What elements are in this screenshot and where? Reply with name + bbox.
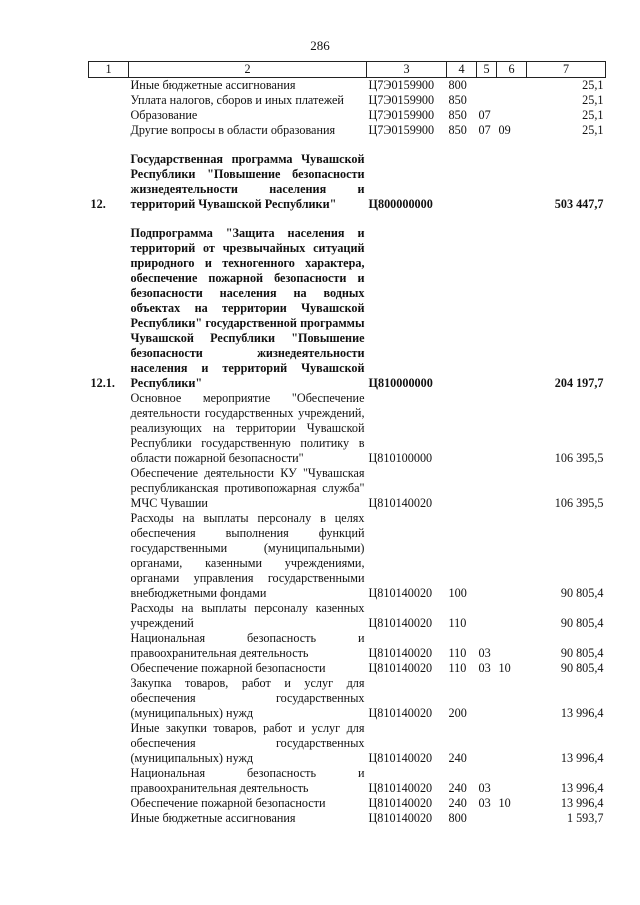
cell-c5: 03 [478, 796, 491, 810]
cell-c4: 850 [448, 108, 467, 122]
cell-c6 [497, 93, 527, 108]
cell-c7: 13 996,4 [560, 781, 604, 795]
cell-code: Ц810140020 [368, 796, 433, 810]
spacer-row [89, 138, 606, 152]
table-row [89, 811, 606, 826]
cell-c6: 10 [498, 661, 511, 675]
cell-num [89, 766, 129, 796]
cell-num [89, 123, 129, 138]
table-row [89, 108, 606, 123]
cell-c6 [497, 766, 527, 796]
cell-name: Национальная безопасность и правоохранительная деятельность [130, 631, 365, 660]
cell-c6 [497, 466, 527, 511]
header-col-7: 7 [527, 62, 606, 78]
cell-c4: 110 [448, 616, 467, 630]
header-col-2: 2 [129, 62, 367, 78]
header-col-4: 4 [447, 62, 477, 78]
cell-name: Расходы на выплаты персоналу казенных учреждений [130, 601, 365, 630]
cell-c5 [477, 152, 497, 212]
cell-c7: 90 805,4 [560, 661, 604, 675]
cell-code: Ц810140020 [368, 751, 433, 765]
cell-c4: 850 [448, 123, 467, 137]
cell-name: Расходы на выплаты персоналу в целях обеспечения выполнения функций государственными (муниципальными) органами, казенными учреждениями, органами управления государственными внебюджетными фондами [130, 511, 365, 600]
cell-name: Государственная программа Чувашской Республики "Повышение безопасности жизнедеятельности населения и территорий Чувашской Республики" [130, 152, 365, 211]
cell-c5 [477, 601, 497, 631]
cell-code: Ц810000000 [368, 376, 433, 390]
cell-c7: 204 197,7 [554, 376, 604, 390]
cell-c5: 03 [478, 781, 491, 795]
table-row [89, 631, 606, 661]
table-row [89, 676, 606, 721]
cell-c5 [477, 226, 497, 391]
cell-c4: 100 [448, 586, 467, 600]
cell-c7: 25,1 [582, 78, 604, 92]
cell-c5: 03 [478, 646, 491, 660]
cell-c6 [497, 811, 527, 826]
table-row [89, 123, 606, 138]
cell-c5 [477, 93, 497, 108]
cell-c4 [447, 466, 477, 511]
cell-num [89, 721, 129, 766]
cell-c6 [497, 631, 527, 661]
cell-c6: 10 [498, 796, 511, 810]
cell-num [89, 108, 129, 123]
cell-code: Ц7Э0159900 [368, 93, 435, 107]
header-col-1: 1 [89, 62, 129, 78]
table-row [89, 226, 606, 391]
cell-c6 [497, 226, 527, 391]
cell-name: Иные бюджетные ассигнования [130, 78, 296, 92]
cell-code: Ц810140020 [368, 781, 433, 795]
cell-c5 [477, 391, 497, 466]
table-row [89, 93, 606, 108]
cell-code: Ц810140020 [368, 496, 433, 510]
cell-c5 [477, 511, 497, 601]
cell-code: Ц7Э0159900 [368, 108, 435, 122]
cell-c4: 800 [448, 811, 467, 825]
cell-name: Иные бюджетные ассигнования [130, 811, 296, 825]
cell-num [89, 631, 129, 661]
cell-c5 [477, 466, 497, 511]
cell-c7: 90 805,4 [560, 616, 604, 630]
cell-num [89, 78, 129, 94]
table-row [89, 391, 606, 466]
cell-c4: 240 [448, 796, 467, 810]
table-row [89, 796, 606, 811]
table-row [89, 152, 606, 212]
table-row [89, 78, 606, 94]
cell-name: Обеспечение деятельности КУ "Чувашская республиканская противопожарная служба" МЧС Чувашии [130, 466, 365, 510]
cell-name: Национальная безопасность и правоохранительная деятельность [130, 766, 365, 795]
cell-c4: 110 [448, 646, 467, 660]
page-number: 286 [310, 38, 330, 53]
cell-c6 [497, 78, 527, 94]
cell-c6 [497, 391, 527, 466]
cell-code: Ц810100000 [368, 451, 433, 465]
cell-code: Ц810140020 [368, 811, 433, 825]
cell-c5: 03 [478, 661, 491, 675]
cell-code: Ц7Э0159900 [368, 78, 435, 92]
cell-name: Образование [130, 108, 198, 122]
cell-c7: 13 996,4 [560, 751, 604, 765]
cell-num [89, 391, 129, 466]
spacer-cell [89, 212, 606, 226]
cell-code: Ц7Э0159900 [368, 123, 435, 137]
table-row [89, 511, 606, 601]
spacer-cell [89, 138, 606, 152]
table-row [89, 601, 606, 631]
header-col-6: 6 [497, 62, 527, 78]
cell-c4: 240 [448, 781, 467, 795]
cell-num [89, 601, 129, 631]
cell-num [89, 466, 129, 511]
cell-c6 [497, 676, 527, 721]
cell-c4 [447, 226, 477, 391]
cell-c4 [447, 152, 477, 212]
cell-c7: 503 447,7 [554, 197, 604, 211]
cell-c5 [477, 676, 497, 721]
cell-code: Ц810140020 [368, 586, 433, 600]
cell-name: Подпрограмма "Защита населения и территорий от чрезвычайных ситуаций природного и техногенного характера, обеспечение пожарной безопасности и безопасности населения на водных объектах на территории Чувашской Республики" государственной программы Чувашской Республики "Повышение безопасности жизнедеятельности населения и территорий Чувашской Республики" [130, 226, 365, 390]
cell-c4: 110 [448, 661, 467, 675]
cell-num [89, 811, 129, 826]
cell-c6: 09 [498, 123, 511, 137]
cell-name: Уплата налогов, сборов и иных платежей [130, 93, 344, 107]
cell-c7: 25,1 [582, 123, 604, 137]
cell-name: Иные закупки товаров, работ и услуг для обеспечения государственных (муниципальных) нужд [130, 721, 365, 765]
cell-c5 [477, 811, 497, 826]
cell-c5: 07 [478, 108, 491, 122]
header-col-5: 5 [477, 62, 497, 78]
cell-c7: 106 395,5 [554, 451, 604, 465]
cell-c5: 07 [478, 123, 491, 137]
table-header-row [89, 62, 606, 78]
cell-num [89, 93, 129, 108]
cell-code: Ц810140020 [368, 616, 433, 630]
cell-num [89, 796, 129, 811]
cell-name: Обеспечение пожарной безопасности [130, 796, 326, 810]
cell-name: Основное мероприятие "Обеспечение деятельности государственных учреждений, реализующих на территории Чувашской Республики государственную политику в области пожарной безопасности" [130, 391, 365, 465]
cell-c6 [497, 108, 527, 123]
cell-c4: 200 [448, 706, 467, 720]
cell-c5 [477, 721, 497, 766]
cell-c7: 106 395,5 [554, 496, 604, 510]
cell-c7: 25,1 [582, 108, 604, 122]
table-row [89, 466, 606, 511]
cell-code: Ц810140020 [368, 706, 433, 720]
cell-code: Ц810140020 [368, 646, 433, 660]
cell-c7: 25,1 [582, 93, 604, 107]
budget-table [88, 61, 606, 826]
cell-c7: 13 996,4 [560, 706, 604, 720]
cell-c4: 800 [448, 78, 467, 92]
cell-num: 12.1. [90, 376, 115, 390]
cell-name: Другие вопросы в области образования [130, 123, 336, 137]
table-row [89, 766, 606, 796]
cell-name: Закупка товаров, работ и услуг для обеспечения государственных (муниципальных) нужд [130, 676, 365, 720]
cell-c4 [447, 391, 477, 466]
table-row [89, 661, 606, 676]
cell-code: Ц800000000 [368, 197, 433, 211]
cell-c4: 240 [448, 751, 467, 765]
spacer-row [89, 212, 606, 226]
cell-c4: 850 [448, 93, 467, 107]
table-row [89, 721, 606, 766]
cell-c6 [497, 601, 527, 631]
cell-num [89, 661, 129, 676]
cell-c7: 1 593,7 [566, 811, 604, 825]
header-col-3: 3 [367, 62, 447, 78]
cell-num [89, 676, 129, 721]
cell-num: 12. [90, 197, 106, 211]
cell-c6 [497, 152, 527, 212]
cell-c7: 90 805,4 [560, 586, 604, 600]
cell-c6 [497, 721, 527, 766]
cell-c6 [497, 511, 527, 601]
cell-num [89, 511, 129, 601]
cell-c5 [477, 78, 497, 94]
cell-name: Обеспечение пожарной безопасности [130, 661, 326, 675]
cell-c7: 90 805,4 [560, 646, 604, 660]
cell-code: Ц810140020 [368, 661, 433, 675]
cell-c7: 13 996,4 [560, 796, 604, 810]
